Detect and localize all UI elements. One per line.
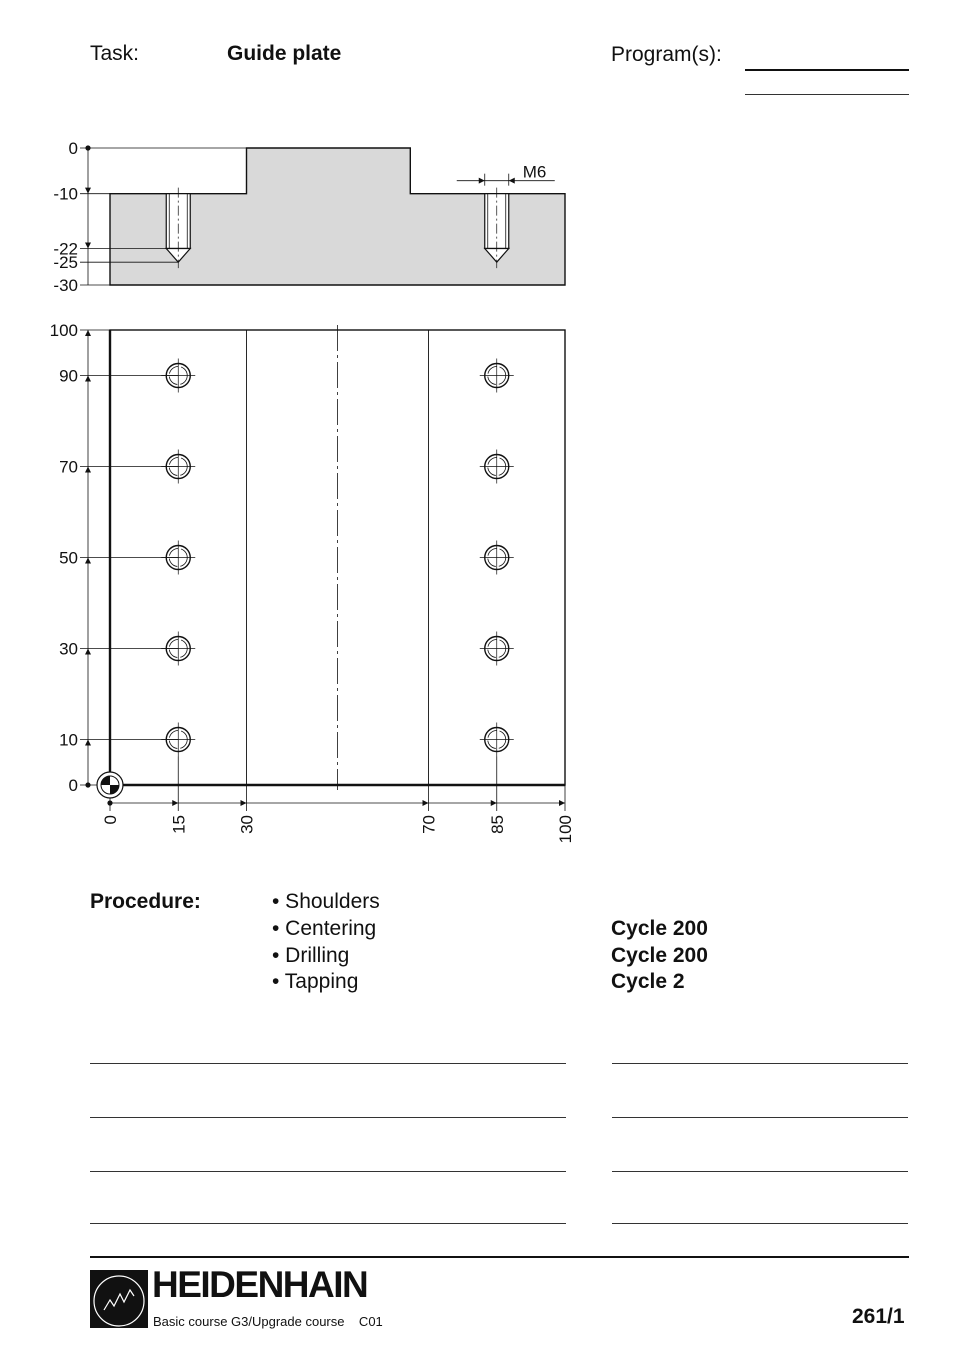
procedure-label: Procedure: [90,890,201,913]
x-label-15: 15 [169,815,189,834]
notes-line-right-2[interactable] [612,1117,908,1118]
y-arrow-70 [85,467,91,473]
notes-line-left-2[interactable] [90,1117,566,1118]
y-arrow-10 [85,740,91,746]
procedure-step-centering: • Centering [272,917,377,940]
y-arrow-90 [85,376,91,382]
x-label-100: 100 [556,815,575,844]
m6-arrow-left [479,178,485,184]
depth-label-1: -10 [53,184,78,204]
y-arrow-50 [85,558,91,564]
notes-line-left-1[interactable] [90,1063,566,1064]
y-label-100: 100 [49,321,78,340]
x-label-70: 70 [419,815,439,834]
cycle-centering: Cycle 200 [611,917,708,940]
depth-origin-dot [86,146,90,150]
program-label: Program(s): [611,43,722,66]
depth-arrow-22 [85,242,91,248]
page-number: 261/1 [852,1305,905,1328]
task-title: Guide plate [227,42,342,65]
x-label-0: 0 [101,815,120,825]
y-label-70: 70 [59,457,78,477]
notes-line-right-4[interactable] [612,1223,908,1224]
notes-line-left-3[interactable] [90,1171,566,1172]
x-arrow-15 [172,800,178,806]
y-origin-dot [86,783,90,787]
x-label-30: 30 [237,815,257,834]
depth-arrow-10 [85,188,91,194]
y-arrow-100 [85,330,91,336]
cycle-tapping: Cycle 2 [611,970,685,993]
procedure-step-shoulders: • Shoulders [272,890,380,913]
course-name: Basic course G3/Upgrade course C01 [153,1314,383,1329]
x-arrow-30 [241,800,247,806]
brand-name: HEIDENHAIN [152,1264,368,1305]
task-label: Task: [90,42,140,65]
notes-line-right-3[interactable] [612,1171,908,1172]
y-arrow-30 [85,649,91,655]
notes-line-right-1[interactable] [612,1063,908,1064]
depth-label-2: -22 [53,239,78,259]
notes-line-left-4[interactable] [90,1223,566,1224]
y-label-50: 50 [59,548,78,568]
x-origin-dot [108,801,112,805]
y-label-90: 90 [59,366,78,386]
y-label-10: 10 [59,730,78,750]
heidenhain-logo-icon [90,1270,148,1328]
depth-label-4: -30 [53,276,78,295]
procedure-step-drilling: • Drilling [272,944,350,967]
m6-arrow-right [509,178,515,184]
procedure-step-tapping: • Tapping [272,970,359,993]
depth-label-0: 0 [68,139,78,158]
x-arrow-70 [423,800,429,806]
y-label-30: 30 [59,639,78,659]
x-arrow-85 [491,800,497,806]
x-arrow-100 [559,800,565,806]
y-label-0: 0 [68,776,78,795]
m6-label: M6 [522,162,547,182]
x-label-85: 85 [487,815,507,834]
cycle-drilling: Cycle 200 [611,944,708,967]
depth-label-3: -25 [53,253,78,273]
footer-rule [90,1256,909,1258]
